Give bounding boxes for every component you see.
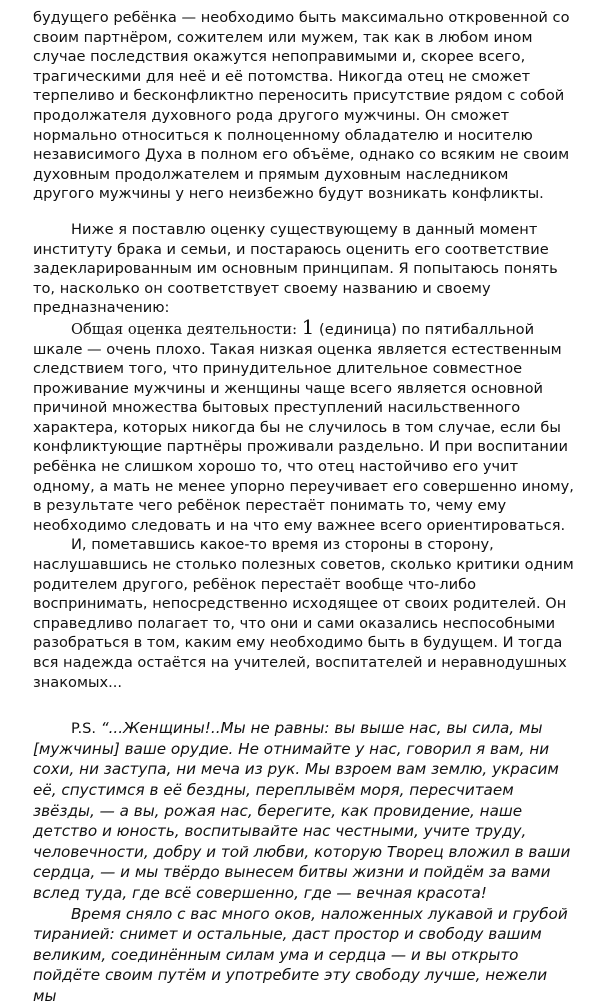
ps-quote: “...Женщины!..Мы не равны: вы выше нас, вы сила, мы [мужчины] ваше орудие. Не отнимайте у нас, говорил я вам, ни сохи, ни заступа, ни меча из рук. Мы взроем вам землю, украсим её, спустимся в её бездны, переплывём моря, пересчитаем звёзды, — а вы, рожая нас, берегите, как провидение, наше детство и юность, воспитывайте нас честными, учите труду, человечности, добру и той любви, которую Творец вложил в ваши сердца, — и мы твёрдо вынесем битвы жизни и пойдём за вами вслед туда, где всё совершенно, где — вечная красота!	[33, 719, 571, 902]
paragraph-conflicts: будущего ребёнка — необходимо быть максимально откровенной со своим партнёром, сожителем или мужем, так как в любом ином случае последствия окажутся непоправимыми и, скорее всего, трагическими для неё и её потомства. Никогда отец не сможет терпеливо и бесконфликтно переносить присутствие рядом с собой продолжателя духовного рода другого мужчины. Он сможет нормально относиться к полноценному обладателю и носителю независимого Духа в полном его объёме, однако со всяким не своим духовным продолжателем и прямым духовным наследником другого мужчины у него неизбежно будут возникать конфликты.	[33, 9, 570, 203]
paragraph-postscript	[33, 718, 574, 903]
paragraph-overall-score	[33, 314, 574, 536]
paragraph-time-freedom: Время сняло с вас много оков, наложенных лукавой и грубой тиранией: снимет и остальные, даст простор и свободу вашим великим, соединённым силам ума и сердца — и вы открыто пойдёте своим путём и употребите эту свободу лучше, нежели мы	[33, 904, 568, 1005]
score-label: Общая оценка деятельности:	[71, 320, 298, 338]
ps-label: P.S.	[71, 720, 97, 738]
score-explanation: (единица) по пятибалльной шкале — очень плохо. Такая низкая оценка является естественным следствием того, что принудительное длительное совместное проживание мужчины и женщины чаще всего является основной причиной множества бытовых преступлений насильственного характера, которых никогда бы не случилось в том случае, если бы конфликтующие партнёры проживали раздельно. И при воспитании ребёнка не слишком хорошо то, что отец настойчиво его учит одному, а мать не менее упорно переучивает его совершенно иному, в результате чего ребёнок перестаёт понимать то, чему ему необходимо следовать и на что ему важнее всего ориентироваться.	[33, 320, 574, 534]
paragraph-evaluation-intro: Ниже я поставлю оценку существующему в данный момент институту брака и семьи, и постараюсь оценить его соответствие задекларированным им основным принципам. Я попытаюсь понять то, насколько он соответствует своему названию и своему предназначению:	[33, 220, 558, 317]
paragraph-child-upbringing: И, пометавшись какое-то время из стороны в сторону, наслушавшись не столько полезных советов, сколько критики одним родителем другого, ребёнок перестаёт вообще что-либо воспринимать, непосредственно исходящее от своих родителей. Он справедливо полагает то, что они и сами оказались неспособными разобраться в том, каким ему необходимо быть в будущем. И тогда вся надежда остаётся на учителей, воспитателей и неравнодушных знакомых...	[33, 536, 574, 691]
score-value: 1	[301, 314, 315, 339]
